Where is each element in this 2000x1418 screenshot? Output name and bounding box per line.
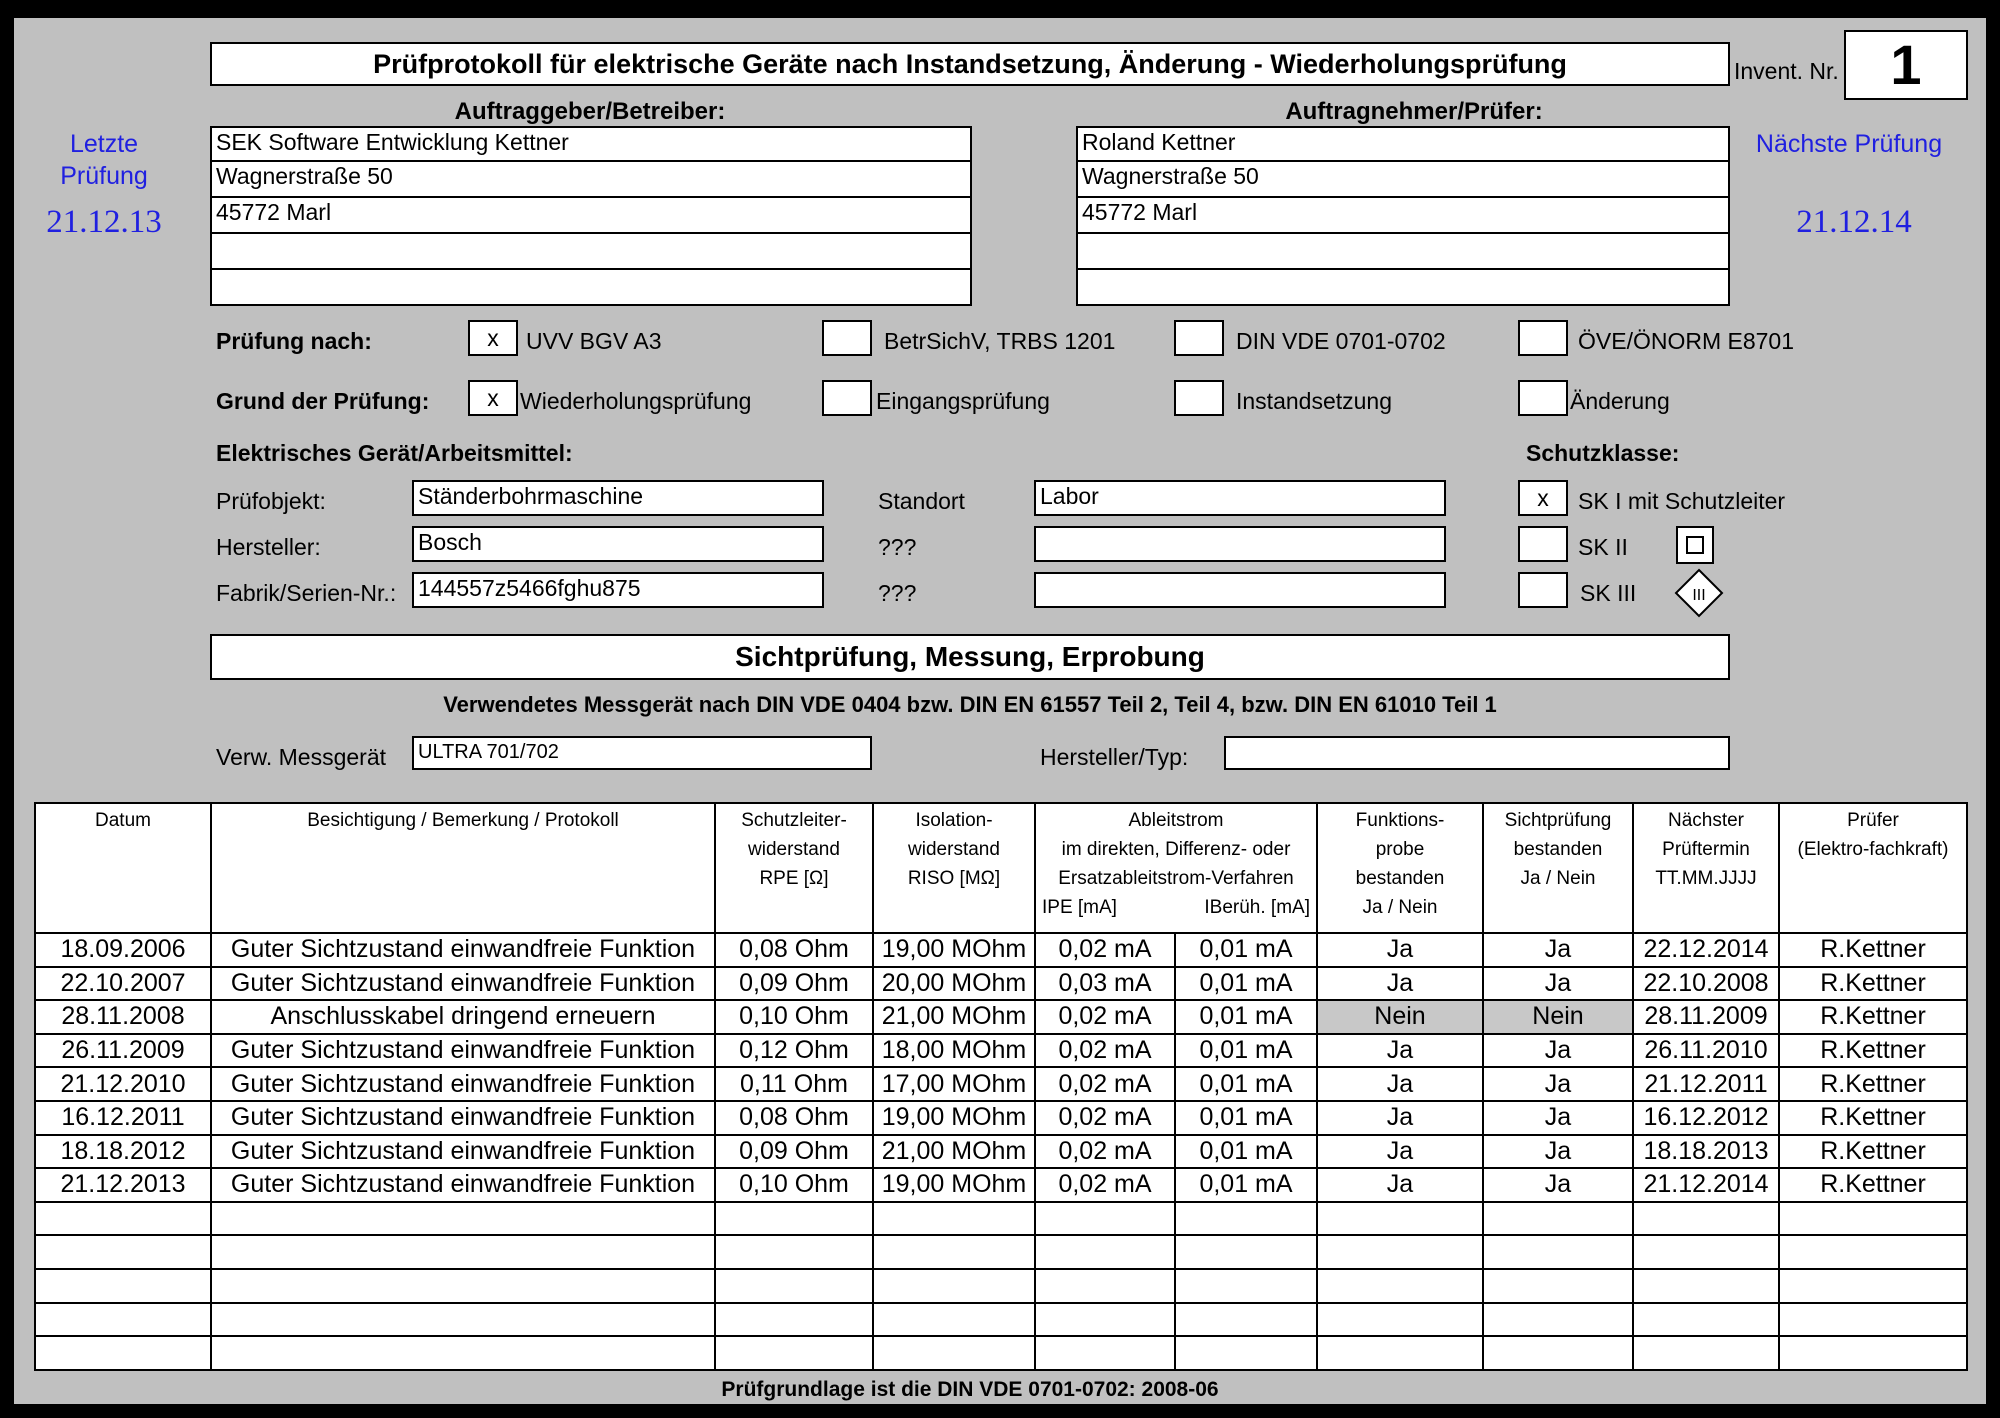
cell-ipe[interactable]: 0,02 mA xyxy=(1035,933,1175,967)
test-reason-option-4: Änderung xyxy=(1570,388,1670,414)
cell-next[interactable] xyxy=(1633,1235,1779,1269)
cell-iber[interactable]: 0,01 mA xyxy=(1175,1101,1317,1135)
cell-tester[interactable]: R.Kettner xyxy=(1779,1135,1967,1169)
page-title: Prüfprotokoll für elektrische Geräte nach Instandsetzung, Änderung - Wiederholungsprüfung xyxy=(210,42,1730,86)
cell-remark[interactable]: Guter Sichtzustand einwandfreie Funktion xyxy=(211,1034,715,1068)
client-line-5[interactable] xyxy=(210,268,972,306)
cell-func[interactable] xyxy=(1317,1235,1483,1269)
cell-riso[interactable] xyxy=(873,1336,1035,1370)
cell-date[interactable]: 18.18.2012 xyxy=(35,1135,211,1169)
table-row xyxy=(35,933,1967,967)
device-extra1-field[interactable] xyxy=(1034,526,1446,562)
cell-tester[interactable]: R.Kettner xyxy=(1779,1067,1967,1101)
table-row xyxy=(35,1269,1967,1303)
cell-riso[interactable]: 19,00 MOhm xyxy=(873,1168,1035,1202)
instrument-field[interactable]: ULTRA 701/702 xyxy=(412,736,872,770)
contractor-line-5[interactable] xyxy=(1076,268,1730,306)
cell-remark[interactable]: Guter Sichtzustand einwandfreie Funktion xyxy=(211,967,715,1001)
cell-func[interactable]: Ja xyxy=(1317,1135,1483,1169)
cell-ipe[interactable]: 0,03 mA xyxy=(1035,967,1175,1001)
cell-iber[interactable] xyxy=(1175,1303,1317,1337)
cell-date[interactable]: 26.11.2009 xyxy=(35,1034,211,1068)
cell-riso[interactable]: 20,00 MOhm xyxy=(873,967,1035,1001)
table-row xyxy=(35,1135,1967,1169)
cell-next[interactable]: 21.12.2014 xyxy=(1633,1168,1779,1202)
sk3-symbol-icon xyxy=(1674,568,1724,618)
cell-date[interactable]: 18.09.2006 xyxy=(35,933,211,967)
cell-ipe[interactable] xyxy=(1035,1235,1175,1269)
cell-ipe[interactable]: 0,02 mA xyxy=(1035,1034,1175,1068)
cell-visual[interactable] xyxy=(1483,1235,1633,1269)
cell-rpe[interactable] xyxy=(715,1235,873,1269)
cell-rpe[interactable] xyxy=(715,1269,873,1303)
cell-riso[interactable]: 18,00 MOhm xyxy=(873,1034,1035,1068)
cell-next[interactable] xyxy=(1633,1202,1779,1236)
cell-rpe[interactable]: 0,10 Ohm xyxy=(715,1168,873,1202)
cell-visual[interactable]: Ja xyxy=(1483,1034,1633,1068)
cell-func[interactable] xyxy=(1317,1336,1483,1370)
protection-class-checkbox-1[interactable]: x xyxy=(1518,480,1568,516)
cell-visual[interactable] xyxy=(1483,1303,1633,1337)
cell-rpe[interactable]: 0,12 Ohm xyxy=(715,1034,873,1068)
cell-visual[interactable] xyxy=(1483,1336,1633,1370)
cell-riso[interactable] xyxy=(873,1303,1035,1337)
cell-iber[interactable] xyxy=(1175,1336,1317,1370)
cell-func[interactable]: Ja xyxy=(1317,1168,1483,1202)
measurement-table xyxy=(34,802,1968,1371)
device-serial-field[interactable]: 144557z5466fghu875 xyxy=(412,572,824,608)
cell-date[interactable]: 28.11.2008 xyxy=(35,1000,211,1034)
cell-iber[interactable] xyxy=(1175,1269,1317,1303)
table-row xyxy=(35,1034,1967,1068)
cell-visual[interactable]: Ja xyxy=(1483,1168,1633,1202)
test-basis-checkbox-1[interactable]: x xyxy=(468,320,518,356)
device-extra2-field[interactable] xyxy=(1034,572,1446,608)
cell-date[interactable]: 16.12.2011 xyxy=(35,1101,211,1135)
header-func: Funktions- probe bestanden Ja / Nein xyxy=(1317,803,1483,933)
cell-visual[interactable] xyxy=(1483,1202,1633,1236)
invent-number[interactable]: 1 xyxy=(1844,30,1968,100)
instrument-label: Verw. Messgerät xyxy=(216,744,387,770)
cell-func[interactable] xyxy=(1317,1303,1483,1337)
test-basis-label: Prüfung nach: xyxy=(216,328,372,354)
cell-next[interactable] xyxy=(1633,1336,1779,1370)
section-title: Sichtprüfung, Messung, Erprobung xyxy=(210,634,1730,680)
cell-rpe[interactable] xyxy=(715,1202,873,1236)
cell-next[interactable]: 16.12.2012 xyxy=(1633,1101,1779,1135)
device-object-field[interactable]: Ständerbohrmaschine xyxy=(412,480,824,516)
cell-next[interactable] xyxy=(1633,1303,1779,1337)
cell-visual[interactable] xyxy=(1483,1269,1633,1303)
cell-riso[interactable] xyxy=(873,1202,1035,1236)
test-basis-checkbox-4[interactable] xyxy=(1518,320,1568,356)
table-row xyxy=(35,1067,1967,1101)
cell-riso[interactable]: 21,00 MOhm xyxy=(873,1135,1035,1169)
header-iber: IBerüh. [mA] xyxy=(1204,897,1310,918)
invent-label: Invent. Nr. xyxy=(1734,58,1839,84)
table-row xyxy=(35,1101,1967,1135)
test-reason-label: Grund der Prüfung: xyxy=(216,388,430,414)
cell-iber[interactable]: 0,01 mA xyxy=(1175,1135,1317,1169)
client-line-2[interactable]: Wagnerstraße 50 xyxy=(210,160,972,198)
device-manufacturer-label: Hersteller: xyxy=(216,534,321,560)
cell-next[interactable]: 26.11.2010 xyxy=(1633,1034,1779,1068)
cell-ipe[interactable]: 0,02 mA xyxy=(1035,1101,1175,1135)
cell-date[interactable]: 21.12.2013 xyxy=(35,1168,211,1202)
test-reason-option-1: Wiederholungsprüfung xyxy=(520,388,752,414)
cell-ipe[interactable]: 0,02 mA xyxy=(1035,1168,1175,1202)
cell-tester[interactable] xyxy=(1779,1269,1967,1303)
cell-next[interactable]: 22.10.2008 xyxy=(1633,967,1779,1001)
cell-next[interactable] xyxy=(1633,1269,1779,1303)
cell-next[interactable]: 18.18.2013 xyxy=(1633,1135,1779,1169)
sk3-symbol-text: III xyxy=(1692,587,1706,604)
cell-func[interactable]: Ja xyxy=(1317,1101,1483,1135)
cell-tester[interactable]: R.Kettner xyxy=(1779,1000,1967,1034)
device-manufacturer-field[interactable]: Bosch xyxy=(412,526,824,562)
test-reason-checkbox-4[interactable] xyxy=(1518,380,1568,416)
instrument-note: Verwendetes Messgerät nach DIN VDE 0404 bzw. DIN EN 61557 Teil 2, Teil 4, bzw. DIN EN 61010 Teil 1 xyxy=(443,692,1497,717)
protection-class-option-2: SK II xyxy=(1578,534,1628,560)
cell-riso[interactable]: 21,00 MOhm xyxy=(873,1000,1035,1034)
cell-date[interactable]: 21.12.2010 xyxy=(35,1067,211,1101)
footer-note: Prüfgrundlage ist die DIN VDE 0701-0702: 2008-06 xyxy=(721,1378,1219,1401)
cell-remark[interactable] xyxy=(211,1235,715,1269)
cell-tester[interactable] xyxy=(1779,1336,1967,1370)
cell-func[interactable]: Ja xyxy=(1317,1034,1483,1068)
cell-iber[interactable]: 0,01 mA xyxy=(1175,933,1317,967)
cell-ipe[interactable] xyxy=(1035,1269,1175,1303)
cell-ipe[interactable] xyxy=(1035,1336,1175,1370)
cell-tester[interactable]: R.Kettner xyxy=(1779,1101,1967,1135)
test-basis-option-4: ÖVE/ÖNORM E8701 xyxy=(1578,328,1795,354)
cell-date[interactable]: 22.10.2007 xyxy=(35,967,211,1001)
cell-date[interactable] xyxy=(35,1202,211,1236)
cell-remark[interactable]: Anschlusskabel dringend erneuern xyxy=(211,1000,715,1034)
table-row xyxy=(35,1303,1967,1337)
protection-class-checkbox-3[interactable] xyxy=(1518,572,1568,608)
cell-visual[interactable]: Ja xyxy=(1483,1101,1633,1135)
cell-remark[interactable]: Guter Sichtzustand einwandfreie Funktion xyxy=(211,1067,715,1101)
cell-remark[interactable]: Guter Sichtzustand einwandfreie Funktion xyxy=(211,933,715,967)
cell-rpe[interactable]: 0,09 Ohm xyxy=(715,967,873,1001)
header-rpe: Schutzleiter- widerstand RPE [Ω] xyxy=(715,803,873,933)
cell-remark[interactable]: Guter Sichtzustand einwandfreie Funktion xyxy=(211,1135,715,1169)
cell-date[interactable] xyxy=(35,1235,211,1269)
cell-remark[interactable]: Guter Sichtzustand einwandfreie Funktion xyxy=(211,1168,715,1202)
cell-riso[interactable] xyxy=(873,1269,1035,1303)
cell-next[interactable]: 28.11.2009 xyxy=(1633,1000,1779,1034)
cell-func[interactable]: Ja xyxy=(1317,1067,1483,1101)
cell-iber[interactable]: 0,01 mA xyxy=(1175,967,1317,1001)
cell-date[interactable] xyxy=(35,1336,211,1370)
cell-remark[interactable] xyxy=(211,1202,715,1236)
cell-tester[interactable] xyxy=(1779,1235,1967,1269)
cell-rpe[interactable]: 0,09 Ohm xyxy=(715,1135,873,1169)
cell-visual[interactable]: Ja xyxy=(1483,1135,1633,1169)
header-tester: Prüfer (Elektro-fachkraft) xyxy=(1779,803,1967,933)
cell-iber[interactable] xyxy=(1175,1235,1317,1269)
maker-label: Hersteller/Typ: xyxy=(1040,744,1189,770)
device-location-field[interactable]: Labor xyxy=(1034,480,1446,516)
cell-func[interactable]: Ja xyxy=(1317,933,1483,967)
test-reason-checkbox-2[interactable] xyxy=(822,380,872,416)
sk2-symbol-icon xyxy=(1676,526,1714,564)
header-visual: Sichtprüfung bestanden Ja / Nein xyxy=(1483,803,1633,933)
cell-rpe[interactable] xyxy=(715,1336,873,1370)
cell-riso[interactable] xyxy=(873,1235,1035,1269)
cell-ipe[interactable] xyxy=(1035,1202,1175,1236)
last-test-date: 21.12.13 xyxy=(46,204,162,240)
header-date: Datum xyxy=(35,803,211,933)
header-leakage: Ableitstrom im direkten, Differenz- oder Ersatzableitstrom-Verfahren IPE [mA] IBerüh. [mA] xyxy=(1035,803,1317,933)
cell-date[interactable] xyxy=(35,1269,211,1303)
cell-tester[interactable] xyxy=(1779,1202,1967,1236)
test-reason-checkbox-3[interactable] xyxy=(1174,380,1224,416)
cell-iber[interactable]: 0,01 mA xyxy=(1175,1067,1317,1101)
contractor-line-3[interactable]: 45772 Marl xyxy=(1076,196,1730,234)
protection-class-heading: Schutzklasse: xyxy=(1526,440,1680,466)
cell-tester[interactable]: R.Kettner xyxy=(1779,1034,1967,1068)
device-heading: Elektrisches Gerät/Arbeitsmittel: xyxy=(216,440,573,466)
device-location-label: Standort xyxy=(878,488,965,514)
client-heading: Auftraggeber/Betreiber: xyxy=(454,98,726,125)
cell-tester[interactable] xyxy=(1779,1303,1967,1337)
cell-rpe[interactable]: 0,10 Ohm xyxy=(715,1000,873,1034)
table-row xyxy=(35,1202,1967,1236)
header-remark: Besichtigung / Bemerkung / Protokoll xyxy=(211,803,715,933)
cell-remark[interactable] xyxy=(211,1269,715,1303)
cell-func[interactable]: Ja xyxy=(1317,967,1483,1001)
test-basis-checkbox-3[interactable] xyxy=(1174,320,1224,356)
cell-iber[interactable] xyxy=(1175,1202,1317,1236)
cell-next[interactable]: 21.12.2011 xyxy=(1633,1067,1779,1101)
next-test-label: Nächste Prüfung xyxy=(1755,130,1943,158)
test-basis-option-3: DIN VDE 0701-0702 xyxy=(1236,328,1446,354)
cell-visual[interactable]: Ja xyxy=(1483,967,1633,1001)
device-extra2-label: ??? xyxy=(878,580,917,606)
contractor-line-1[interactable]: Roland Kettner xyxy=(1076,126,1730,162)
device-object-label: Prüfobjekt: xyxy=(216,488,326,514)
device-extra1-label: ??? xyxy=(878,534,917,560)
cell-ipe[interactable]: 0,02 mA xyxy=(1035,1000,1175,1034)
last-test-label-1: Letzte xyxy=(69,130,139,158)
cell-rpe[interactable] xyxy=(715,1303,873,1337)
cell-next[interactable]: 22.12.2014 xyxy=(1633,933,1779,967)
cell-iber[interactable]: 0,01 mA xyxy=(1175,1000,1317,1034)
table-header-row xyxy=(35,803,1967,933)
protection-class-checkbox-2[interactable] xyxy=(1518,526,1568,562)
cell-date[interactable] xyxy=(35,1303,211,1337)
cell-tester[interactable]: R.Kettner xyxy=(1779,933,1967,967)
cell-riso[interactable]: 17,00 MOhm xyxy=(873,1067,1035,1101)
next-test-date: 21.12.14 xyxy=(1796,204,1912,240)
cell-visual[interactable]: Ja xyxy=(1483,1067,1633,1101)
test-basis-checkbox-2[interactable] xyxy=(822,320,872,356)
cell-riso[interactable]: 19,00 MOhm xyxy=(873,1101,1035,1135)
cell-iber[interactable]: 0,01 mA xyxy=(1175,1034,1317,1068)
cell-riso[interactable]: 19,00 MOhm xyxy=(873,933,1035,967)
cell-iber[interactable]: 0,01 mA xyxy=(1175,1168,1317,1202)
header-riso: Isolation- widerstand RISO [MΩ] xyxy=(873,803,1035,933)
client-line-3[interactable]: 45772 Marl xyxy=(210,196,972,234)
table-row xyxy=(35,967,1967,1001)
device-serial-label: Fabrik/Serien-Nr.: xyxy=(216,580,397,606)
cell-tester[interactable]: R.Kettner xyxy=(1779,967,1967,1001)
cell-remark[interactable]: Guter Sichtzustand einwandfreie Funktion xyxy=(211,1101,715,1135)
cell-func[interactable] xyxy=(1317,1202,1483,1236)
cell-ipe[interactable] xyxy=(1035,1303,1175,1337)
cell-ipe[interactable]: 0,02 mA xyxy=(1035,1135,1175,1169)
maker-field[interactable] xyxy=(1224,736,1730,770)
table-row xyxy=(35,1336,1967,1370)
protection-class-option-3: SK III xyxy=(1580,580,1637,606)
client-line-4[interactable] xyxy=(210,232,972,270)
header-ipe: IPE [mA] xyxy=(1042,897,1117,918)
cell-remark[interactable] xyxy=(211,1303,715,1337)
test-reason-checkbox-1[interactable]: x xyxy=(468,380,518,416)
cell-tester[interactable]: R.Kettner xyxy=(1779,1168,1967,1202)
table-row xyxy=(35,1000,1967,1034)
protection-class-option-1: SK I mit Schutzleiter xyxy=(1578,488,1786,514)
protocol-sheet xyxy=(14,18,1986,1404)
cell-func[interactable]: Nein xyxy=(1317,1000,1483,1034)
test-reason-option-2: Eingangsprüfung xyxy=(876,388,1050,414)
test-reason-option-3: Instandsetzung xyxy=(1236,388,1393,414)
test-basis-option-2: BetrSichV, TRBS 1201 xyxy=(884,328,1116,354)
cell-visual[interactable]: Ja xyxy=(1483,933,1633,967)
contractor-heading: Auftragnehmer/Prüfer: xyxy=(1285,98,1543,125)
header-next: Nächster Prüftermin TT.MM.JJJJ xyxy=(1633,803,1779,933)
cell-rpe[interactable]: 0,11 Ohm xyxy=(715,1067,873,1101)
test-basis-option-1: UVV BGV A3 xyxy=(526,328,662,354)
cell-rpe[interactable]: 0,08 Ohm xyxy=(715,1101,873,1135)
table-body xyxy=(35,933,1967,1370)
last-test-label-2: Prüfung xyxy=(60,162,148,190)
contractor-line-4[interactable] xyxy=(1076,232,1730,270)
cell-remark[interactable] xyxy=(211,1336,715,1370)
cell-func[interactable] xyxy=(1317,1269,1483,1303)
table-row xyxy=(35,1235,1967,1269)
cell-visual[interactable]: Nein xyxy=(1483,1000,1633,1034)
client-line-1[interactable]: SEK Software Entwicklung Kettner xyxy=(210,126,972,162)
cell-ipe[interactable]: 0,02 mA xyxy=(1035,1067,1175,1101)
table-row xyxy=(35,1168,1967,1202)
cell-rpe[interactable]: 0,08 Ohm xyxy=(715,933,873,967)
contractor-line-2[interactable]: Wagnerstraße 50 xyxy=(1076,160,1730,198)
